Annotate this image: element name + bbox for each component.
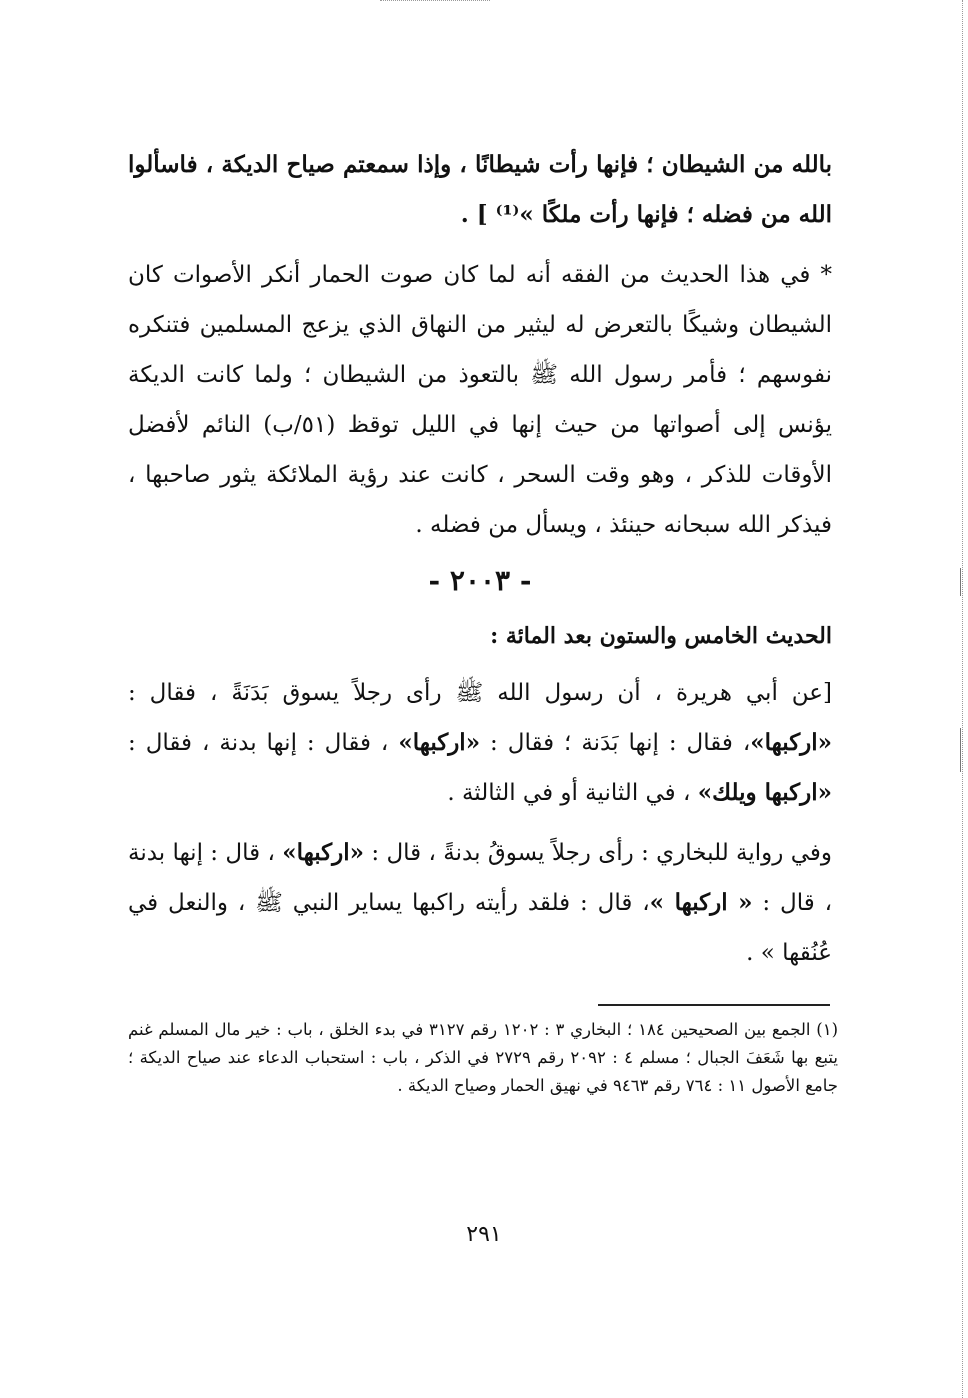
scan-mark [960, 728, 961, 772]
hadith-main-part3: ، فقال : إنها بدنة ، فقال : [128, 730, 389, 756]
hadith-main-quote1: «اركبها» [750, 729, 833, 756]
footnote-1: (١) الجمع بين الصحيحين ١٨٤ ؛ البخاري ٣ : ١٢٠٢ رقم ٣١٢٧ في بدء الخلق ، باب : خير مال المسلم غنم يتبع بها شَعَفَ الجبال ؛ مسلم ٤ : ٢٠٩٢ رقم ٢٧٢٩ في الذكر ، باب : استحباب الدعاء عند صياح الديكة ؛ جامع الأصول ١١ : ٧٦٤ رقم ٩٤٦٣ في نهيق الحمار وصياح الديكة . [128, 1020, 838, 1095]
bukhari-part1: وفي رواية للبخاري : رأى رجلاً يسوقُ بدنةً ، قال : [371, 840, 833, 866]
bukhari-quote1: «اركبها» [282, 839, 364, 866]
hadith-main-quote2: «اركبها» [398, 729, 481, 756]
hadith-main-part2: ، فقال : إنها بَدَنة ؛ فقال : [490, 730, 751, 756]
hadith-main-part1: [عن أبي هريرة ، أن رسول الله ﷺ رأى رجلاً يسوق بَدَنَةً ، فقال : [128, 680, 832, 706]
section-heading: الحديث الخامس والستون بعد المائة : [490, 623, 832, 649]
footnotes [128, 1016, 838, 1100]
section-number: - ٢٠٠٣ - [428, 564, 532, 597]
main-text [128, 140, 832, 978]
scan-edge-right [962, 0, 965, 1398]
hadith-continuation [128, 140, 832, 240]
bukhari-part2: ، قال : إنها بدنة ، قال : [128, 840, 833, 916]
hadith-main-part4: ، في الثانية أو في الثالثة . [447, 780, 691, 806]
hadith-continuation-text: بالله من الشيطان ؛ فإنها رأت شيطانًا ، وإذا سمعتم صياح الديكة ، فاسألوا الله من فضله ؛ فإنها رأت ملكًا »⁽¹⁾ ] . [128, 151, 832, 228]
bukhari-paragraph [128, 828, 832, 978]
hadith-main-quote3: «اركبها ويلك» [697, 779, 832, 806]
commentary-paragraph [128, 250, 832, 550]
footnote-divider [598, 1004, 830, 1006]
scan-mark [960, 568, 961, 596]
page-number: ٢٩١ [466, 1222, 502, 1247]
scan-edge-top [380, 0, 490, 3]
hadith-main-paragraph [128, 668, 832, 818]
bukhari-part3: ، قال : فلقد رأيته راكبها يساير النبي ﷺ ، والنعل في عُنُقها » . [128, 890, 832, 966]
bukhari-quote2: « اركبها » [649, 889, 753, 916]
commentary-text: * في هذا الحديث من الفقه أنه لما كان صوت الحمار أنكر الأصوات كان الشيطان وشيكًا بالتعرض له ليثير من النهاق الذي يزعج المسلمين فتنكره نفوسهم ؛ فأمر رسول الله ﷺ بالتعوذ من الشيطان ؛ ولما كانت الديكة يؤنس إلى أصواتها من حيث إنها في الليل توقظ (٥١/ب) النائم لأفضل الأوقات للذكر ، وهو وقت السحر ، كانت عند رؤية الملائكة يثور صاحبها ، فيذكر الله سبحانه حينئذ ، ويسأل من فضله . [128, 262, 833, 538]
